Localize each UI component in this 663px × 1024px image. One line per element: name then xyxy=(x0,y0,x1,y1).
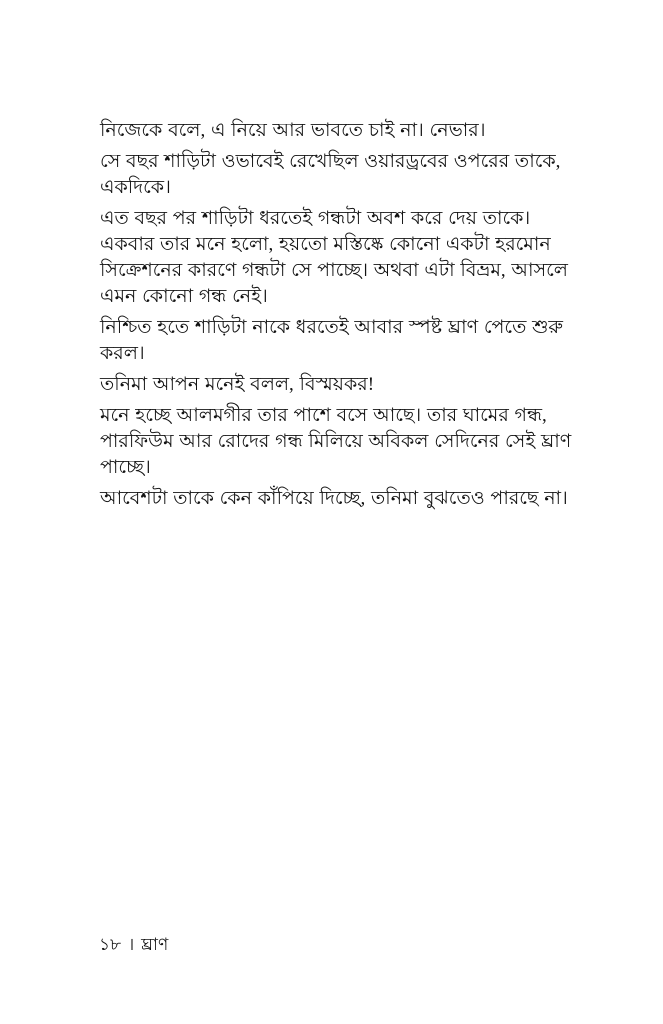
paragraph: তনিমা আপন মনেই বলল, বিস্ময়কর! xyxy=(100,374,375,395)
footer-separator: । xyxy=(128,935,135,954)
book-title: ঘ্রাণ xyxy=(141,935,169,954)
paragraph: নিশ্চিত হতে শাড়িটা নাকে ধরতেই আবার স্পষ্ট ঘ্রাণ পেতে শুরু করল। xyxy=(100,317,564,364)
paragraph: মনে হচ্ছে আলমগীর তার পাশে বসে আছে। তার ঘামের গন্ধ, পারফিউম আর রোদের গন্ধ মিলিয়ে অবিকল সেদিনের সেই ঘ্রাণ পাচ্ছে। xyxy=(100,405,572,478)
page-footer xyxy=(99,934,168,956)
paragraph: এত বছর পর শাড়িটা ধরতেই গন্ধটা অবশ করে দেয় তাকে। একবার তার মনে হলো, হয়তো মস্তিষ্কে কোনো একটা হরমোন সিক্রেশনের কারণে গন্ধটা সে পাচ্ছে। অথবা এটা বিভ্রম, আসলে এমন কোনো গন্ধ নেই। xyxy=(100,208,568,307)
paragraph: নিজেকে বলে, এ নিয়ে আর ভাবতে চাই না। নেভার। xyxy=(100,120,486,141)
page-number: ১৮ xyxy=(99,935,122,954)
paragraph: আবেশটা তাকে কেন কাঁপিয়ে দিচ্ছে, তনিমা বুঝতেও পারছে না। xyxy=(100,488,568,509)
page-body-text xyxy=(100,118,588,517)
paragraph: সে বছর শাড়িটা ওভাবেই রেখেছিল ওয়ারড্রবের ওপরের তাকে, একদিকে। xyxy=(100,151,561,198)
